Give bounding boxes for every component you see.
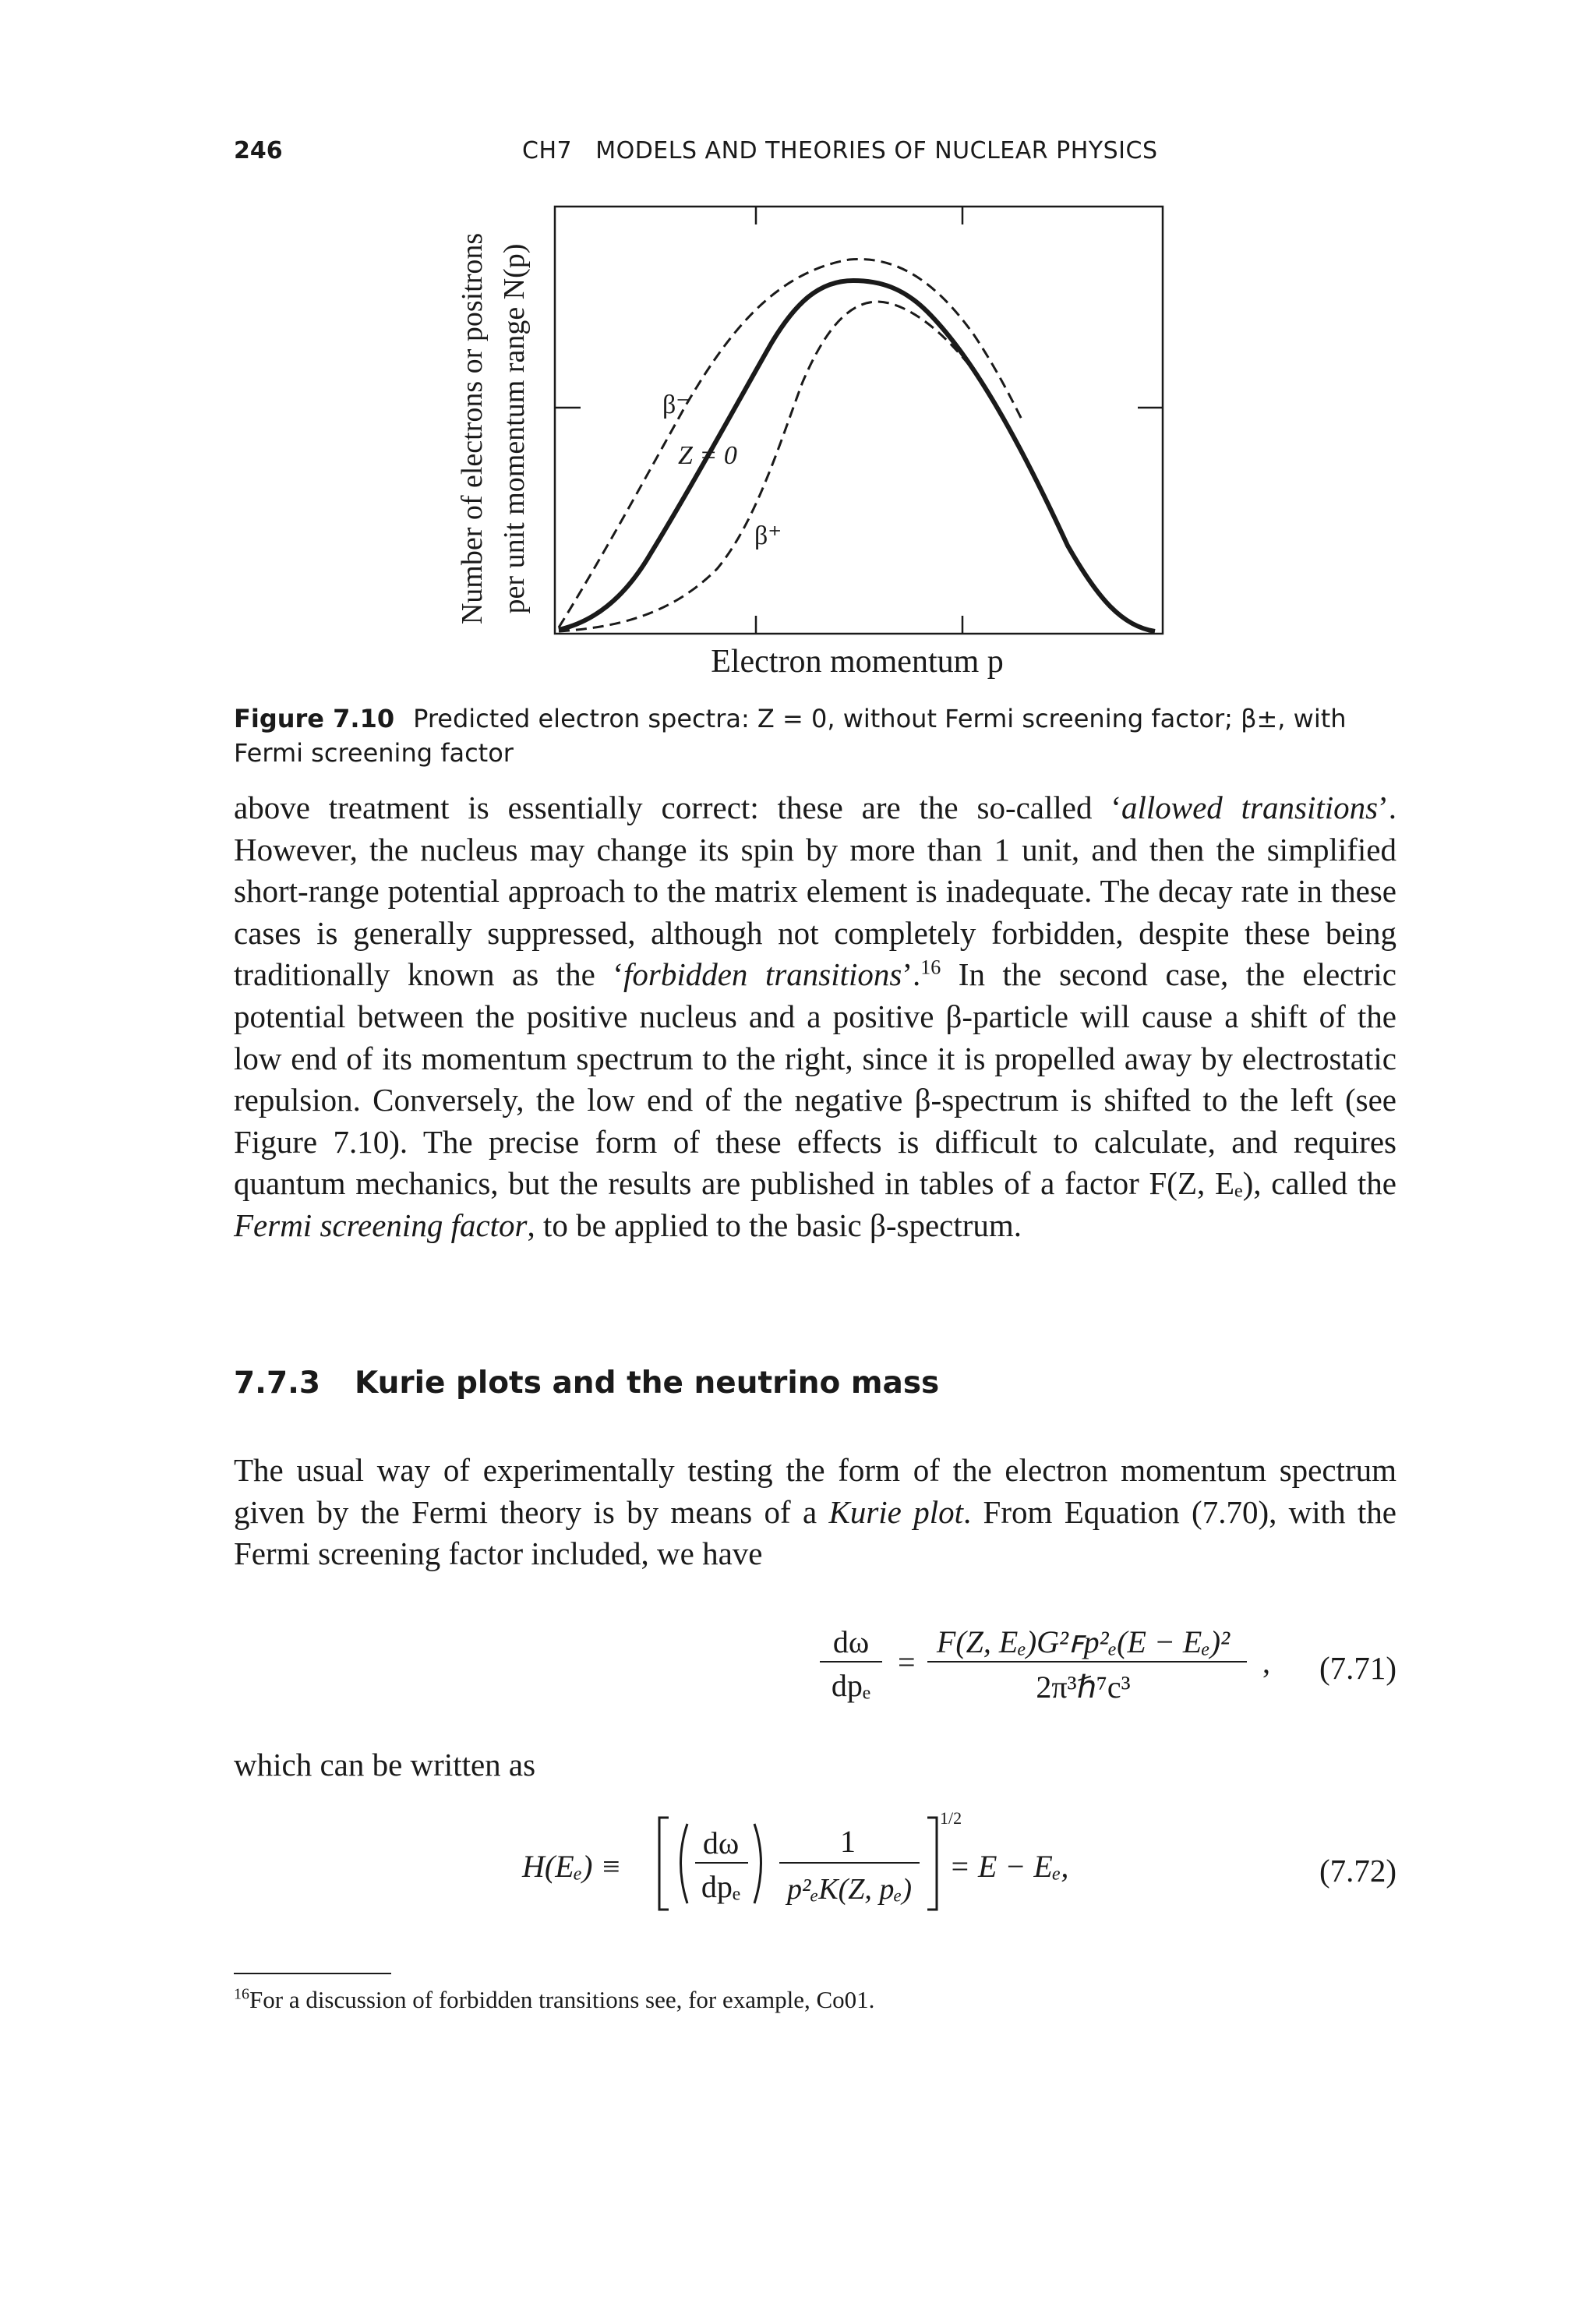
equation-number-7-72: (7.72) [1319,1853,1396,1889]
connecting-text: which can be written as [234,1747,536,1783]
page-number: 246 [234,137,283,164]
curve-beta-plus [559,302,982,631]
section-number: 7.7.3 [234,1366,321,1401]
eq71-lhs-numerator: dω [832,1624,870,1659]
text-run: above treatment is essentially correct: these are the so-called ‘ [234,790,1121,825]
eq72-right-paren [754,1824,761,1903]
y-axis-label-line2: per unit momentum range N(p) [498,243,531,614]
x-axis-label: Electron momentum p [711,644,1004,680]
equation-7-72 [234,1800,1396,1917]
eq72-inner-numerator: dω [702,1825,740,1860]
eq72-exponent: 1/2 [940,1808,962,1828]
running-head: CH7 MODELS AND THEORIES OF NUCLEAR PHYSICS [522,137,1158,164]
footnote-mark: 16 [234,1985,249,2003]
emphasis-fermi-screening-factor: Fermi screening factor [234,1207,528,1243]
eq72-fraction-denominator: p²ₑK(Z, pₑ) [786,1873,913,1906]
label-z-zero: Z = 0 [678,441,737,470]
body-paragraph [234,787,1396,1247]
section-title: Kurie plots and the neutrino mass [355,1366,940,1401]
emphasis-kurie-plot: Kurie plot [828,1493,963,1530]
eq72-lhs: H(Eₑ) ≡ [522,1849,622,1884]
figure-7-10 [444,195,1177,686]
footnote [234,1986,874,2014]
emphasis-forbidden-transitions: forbidden transitions [623,956,902,993]
page-header [234,137,1396,168]
footnote-text: For a discussion of forbidden transitions see, for example, Co01. [249,1986,875,2013]
text-run: ’. [902,956,921,993]
footnote-rule [234,1973,391,1974]
intro-paragraph [234,1450,1396,1575]
eq71-rhs-numerator: F(Z, Eₑ)G²ꜰp²ₑ(E − Eₑ)² [936,1624,1231,1659]
equation-number-7-71: (7.71) [1319,1650,1396,1686]
text-run: ’. However, the nucleus may change its spin by more than 1 unit, and then the simplified short-range potential approach to the matrix element is inadequate. The decay rate in these cases is generally suppressed, although not completely forbidden, despite these being traditionally known as the ‘ [234,790,1396,993]
equation-7-71 [234,1613,1396,1715]
label-beta-minus: β⁻ [662,390,690,419]
eq72-left-bracket [659,1818,669,1910]
emphasis-allowed-transitions: allowed transitions [1121,790,1379,825]
text-run: In the second case, the electric potential between the positive nucleus and a positive β-particle will cause a shift of the low end of its momentum spectrum to the right, since it is propelled away by electrostatic repulsion. Conversely, the low end of the negative β-spectrum is shifted to the left (see Figure 7.10). The precise form of these effects is difficult to calculate, and requires quantum mechanics, but the results are published in tables of a factor F(Z, Eₑ), called the [234,956,1396,1202]
equation-7-71-layout [234,1613,1396,1715]
text-run: , to be applied to the basic β-spectrum. [527,1207,1022,1243]
electron-spectra-plot [444,195,1177,686]
curve-z-zero [559,281,1155,631]
eq72-left-paren [681,1824,688,1903]
eq72-fraction-numerator: 1 [840,1824,856,1859]
equation-7-72-layout [234,1800,1396,1917]
eq71-rhs-denominator: 2π³ℏ⁷c³ [1036,1670,1131,1705]
figure-caption [234,701,1396,770]
eq71-lhs-denominator: dpₑ [831,1668,871,1703]
label-beta-plus: β⁺ [754,521,782,550]
text-run: The usual way of experimentally testing the form of the electron momentum spectrum given by the Fermi theory is by means of a [234,1452,1396,1530]
eq71-comma: , [1262,1645,1270,1680]
plot-frame [555,207,1163,634]
footnote-reference[interactable]: 16 [920,956,941,979]
eq72-right-bracket [927,1818,937,1910]
caption-label: Figure 7.10 [234,704,395,733]
eq72-rhs: = E − Eₑ, [949,1849,1069,1884]
caption-text: Predicted electron spectra: Z = 0, without Fermi screening factor; β±, with Fermi screening factor [234,704,1347,768]
eq72-inner-denominator: dpₑ [701,1869,741,1904]
section-heading [234,1366,939,1401]
text-run: . From Equation (7.70), with the Fermi screening factor included, we have [234,1493,1396,1572]
y-axis-label-line1: Number of electrons or positrons [456,232,489,625]
eq71-equals-sign: = [898,1645,916,1680]
